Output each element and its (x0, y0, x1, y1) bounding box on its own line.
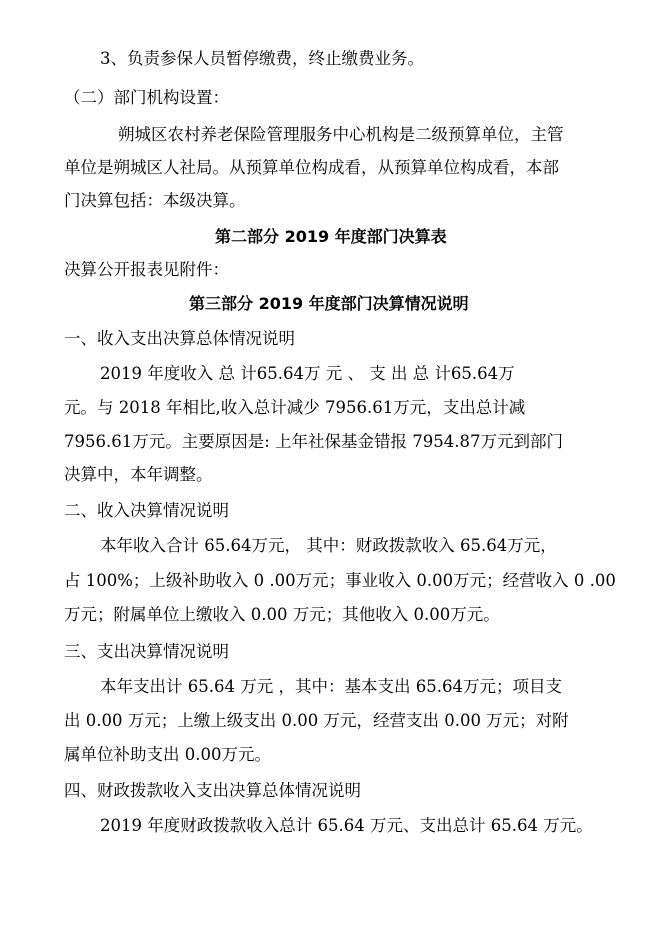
section-1-line-2: 元。与 2018 年相比,收入总计减少 7956.61万元，支出总计减 (64, 398, 526, 417)
section-2-line-1: 本年收入合计 65.64万元， 其中：财政拨款收入 65.64万元， (100, 536, 557, 555)
org-paragraph-line-3: 门决算包括：本级决算。 (64, 191, 246, 210)
section-3-line-3: 属单位补助支出 0.00万元。 (64, 745, 271, 764)
part2-note: 决算公开报表见附件： (64, 260, 229, 279)
section-2-heading: 二、收入决算情况说明 (64, 501, 229, 520)
org-paragraph-line-2: 单位是朔城区人社局。从预算单位构成看，从预算单位构成看，本部 (64, 158, 559, 177)
section-1-heading: 一、收入支出决算总体情况说明 (64, 329, 295, 348)
section-1-line-1: 2019 年度收入 总 计65.64万 元 、 支 出 总 计65.64万 (100, 364, 515, 383)
section-4-heading: 四、财政拨款收入支出决算总体情况说明 (64, 781, 361, 800)
section-4-line-1: 2019 年度财政拨款收入总计 65.64 万元、支出总计 65.64 万元。 (100, 816, 593, 835)
part3-title: 第三部分 2019 年度部门决算情况说明 (189, 294, 469, 313)
list-item-3: 3、负责参保人员暂停缴费，终止缴费业务。 (100, 49, 424, 68)
section-1-line-4: 决算中，本年调整。 (64, 465, 213, 484)
org-paragraph-line-1: 朔城区农村养老保险管理服务中心机构是二级预算单位，主管 (118, 125, 564, 144)
section-1-line-3: 7956.61万元。主要原因是: 上年社保基金错报 7954.87万元到部门 (64, 432, 564, 451)
subsection-heading-org-setup: （二）部门机构设置： (64, 88, 229, 107)
section-3-line-2: 出 0.00 万元；上缴上级支出 0.00 万元，经营支出 0.00 万元；对附 (64, 711, 569, 730)
section-2-line-2: 占 100%；上级补助收入 0 .00万元；事业收入 0.00万元；经营收入 0 .00 (64, 571, 616, 590)
part2-title: 第二部分 2019 年度部门决算表 (215, 227, 447, 246)
section-3-line-1: 本年支出计 65.64 万元 ，其中：基本支出 65.64万元；项目支 (100, 677, 562, 696)
section-3-heading: 三、支出决算情况说明 (64, 642, 229, 661)
section-2-line-3: 万元；附属单位上缴收入 0.00 万元；其他收入 0.00万元。 (64, 605, 500, 624)
